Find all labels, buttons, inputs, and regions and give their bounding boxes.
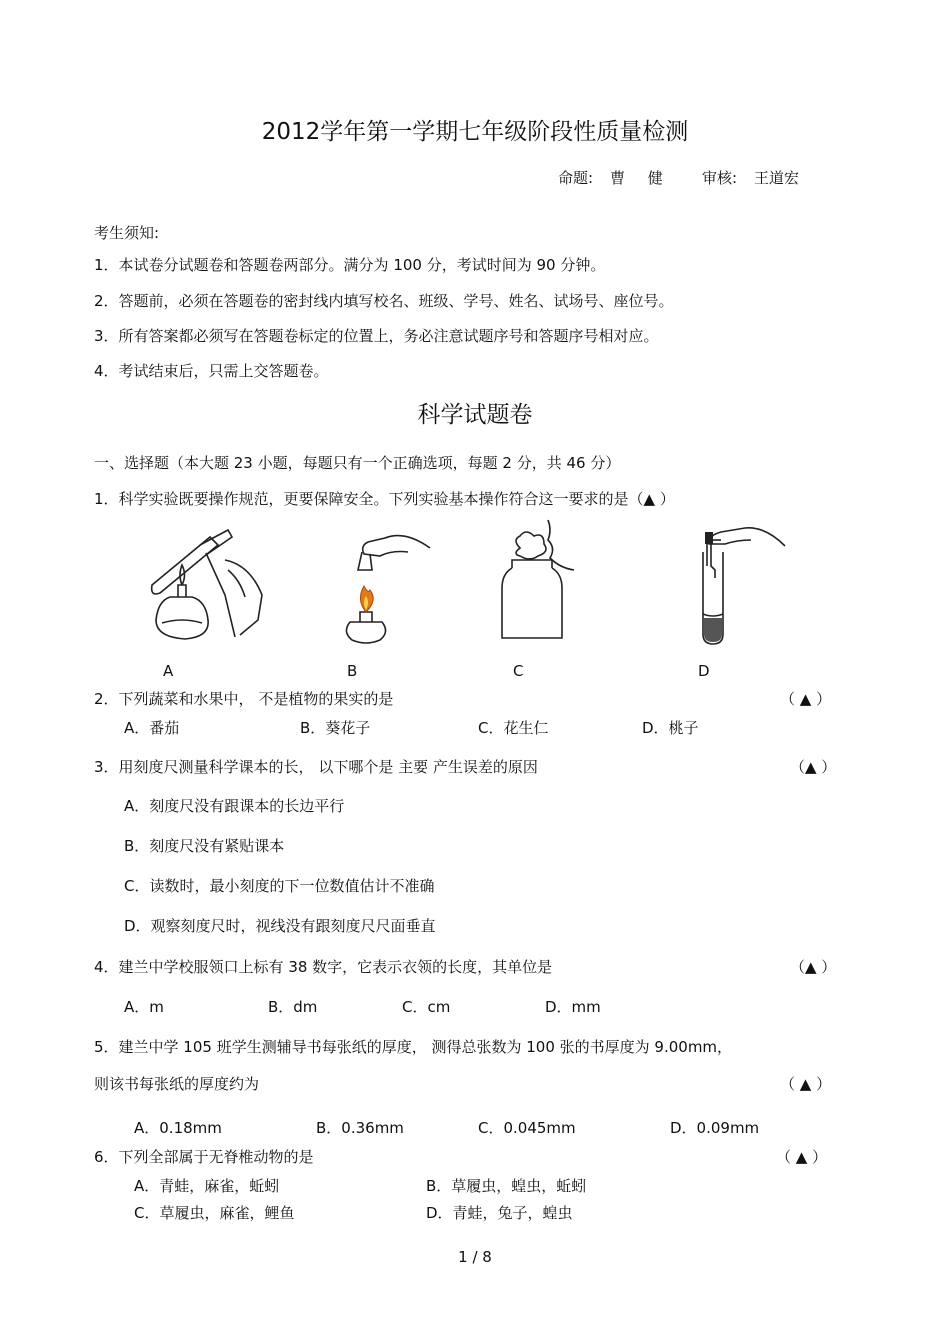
question-1-stem: 1．科学实验既要操作规范，更要保障安全。下列实验基本操作符合这一要求的是（▲ ） [94, 490, 675, 508]
option: A．青蛙，麻雀，蚯蚓 [134, 1177, 280, 1195]
page-title: 2012学年第一学期七年级阶段性质量检测 [261, 119, 689, 145]
figure-label-b: B [347, 662, 358, 680]
notice-item: 3．所有答案都必须写在答题卷标定的位置上，务必注意试题序号和答题序号相对应。 [94, 327, 659, 345]
option: B．草履虫，蝗虫，蚯蚓 [426, 1177, 587, 1195]
option: B．刻度尺没有紧贴课本 [124, 837, 285, 855]
question-6-stem: 6．下列全部属于无脊椎动物的是 [94, 1148, 314, 1166]
figure-c-smelling-gas [490, 518, 590, 648]
question-3-stem: 3．用刻度尺测量科学课本的长， 以下哪个是 主要 产生误差的原因 [94, 758, 538, 776]
page-number: 1 / 8 [458, 1248, 492, 1266]
section-heading: 一、选择题（本大题 23 小题，每题只有一个正确选项，每题 2 分，共 46 分） [94, 454, 621, 472]
figure-label-d: D [698, 662, 710, 680]
option: B．dm [268, 998, 318, 1016]
option: C．cm [402, 998, 451, 1016]
figure-a-test-tube-heating [140, 525, 275, 650]
paper-title: 科学试题卷 [417, 402, 533, 428]
option: D．mm [545, 998, 601, 1016]
figure-label-c: C [513, 662, 524, 680]
option: D．青蛙，兔子，蝗虫 [426, 1204, 573, 1222]
question-5-stem-cont: 则该书每张纸的厚度约为 [94, 1075, 260, 1093]
question-4-stem: 4．建兰中学校服领口上标有 38 数字，它表示衣领的长度，其单位是 [94, 958, 553, 976]
answer-mark: （ ▲ ） [780, 690, 832, 708]
notice-item: 1．本试卷分试题卷和答题卷两部分。满分为 100 分，考试时间为 90 分钟。 [94, 256, 606, 274]
author-name: 曹 健 [610, 169, 663, 187]
answer-mark: （ ▲ ） [780, 1075, 832, 1093]
figure-d-dropper-test-tube [685, 518, 795, 648]
option: A．刻度尺没有跟课本的长边平行 [124, 797, 345, 815]
option: C．0.045mm [478, 1119, 576, 1137]
reviewer-label: 审核: [702, 169, 738, 187]
notice-item: 2．答题前，必须在答题卷的密封线内填写校名、班级、学号、姓名、试场号、座位号。 [94, 292, 674, 310]
option: A．番茄 [124, 719, 180, 737]
figure-b-lamp-lighting [330, 520, 440, 650]
notice-item: 4．考试结束后，只需上交答题卷。 [94, 362, 329, 380]
option: D．桃子 [642, 719, 699, 737]
question-2-stem: 2．下列蔬菜和水果中， 不是植物的果实的是 [94, 690, 394, 708]
figure-label-a: A [163, 662, 174, 680]
author-label: 命题: [558, 169, 594, 187]
option: B．葵花子 [300, 719, 371, 737]
option: A．m [124, 998, 164, 1016]
option: D．0.09mm [670, 1119, 760, 1137]
option: C．草履虫，麻雀，鲤鱼 [134, 1204, 295, 1222]
reviewer-name: 王道宏 [754, 169, 800, 187]
answer-mark: （▲ ） [790, 758, 837, 776]
option: C．读数时，最小刻度的下一位数值估计不准确 [124, 877, 435, 895]
answer-mark: （ ▲ ） [776, 1148, 828, 1166]
answer-mark: （▲ ） [790, 958, 837, 976]
question-5-stem: 5．建兰中学 105 班学生测辅导书每张纸的厚度， 测得总张数为 100 张的书厚度为 9.00mm， [94, 1038, 733, 1056]
option: A．0.18mm [134, 1119, 222, 1137]
option: D．观察刻度尺时，视线没有跟刻度尺尺面垂直 [124, 917, 436, 935]
option: B．0.36mm [316, 1119, 404, 1137]
notice-heading: 考生须知: [94, 224, 160, 242]
option: C．花生仁 [478, 719, 549, 737]
